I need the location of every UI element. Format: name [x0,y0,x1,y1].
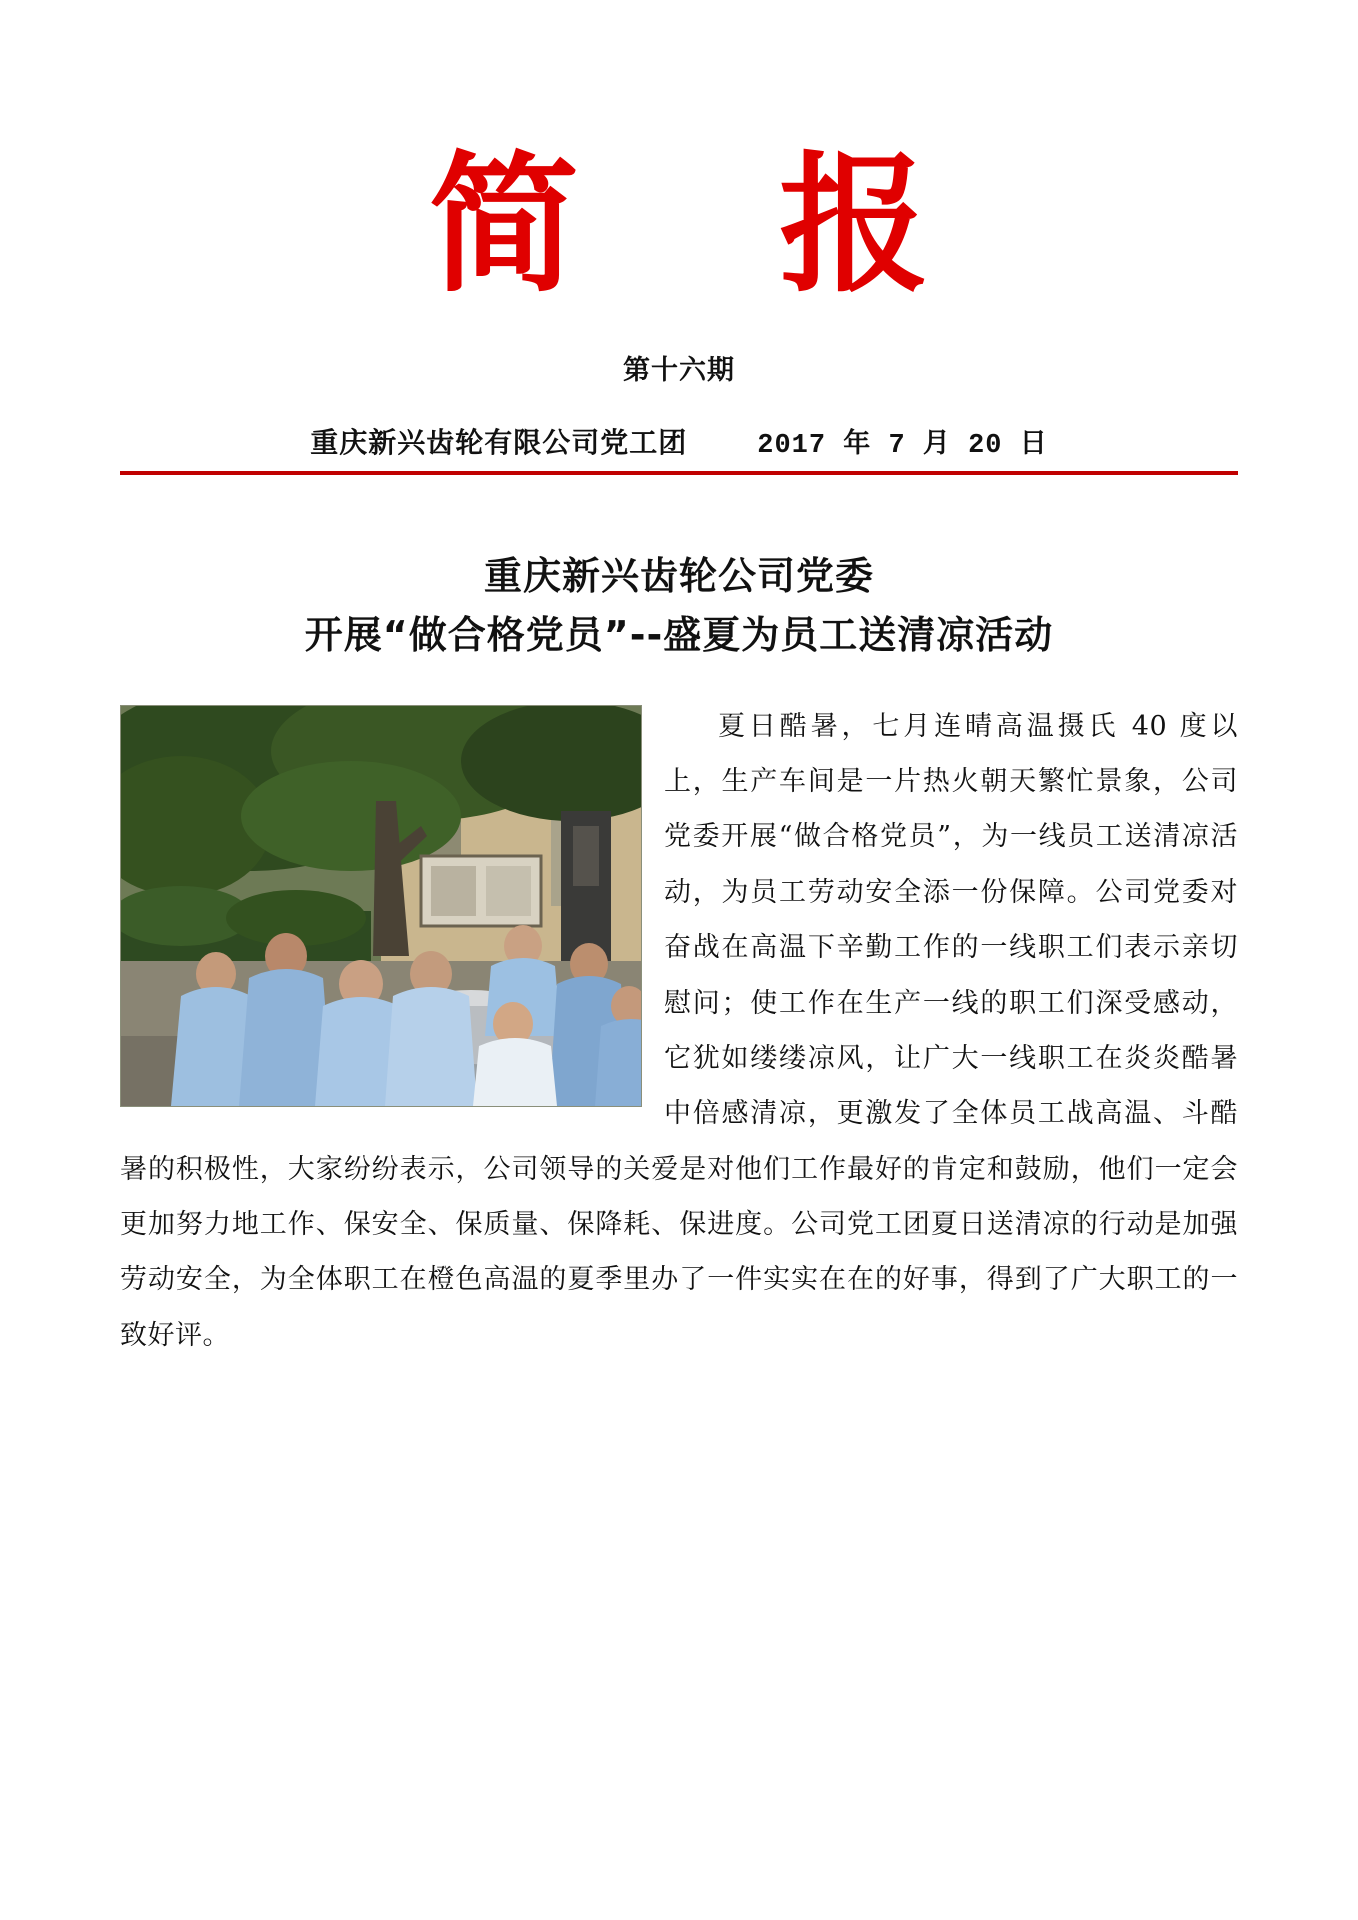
headline-line-1: 重庆新兴齿轮公司党委 [483,554,874,598]
masthead [120,0,1238,313]
organization-name: 重庆新兴齿轮有限公司党工团 [310,426,688,459]
masthead-title: 简 报 [428,137,1004,313]
headline-line-2: 开展“做合格党员”--盛夏为员工送清凉活动 [304,612,1054,657]
body-paragraph-1: 夏日酷暑，七月连晴高温摄氏 40 度以上，生产车间是一片热火朝天繁忙景象，公司党委开展“做合格党员”，为一线员工送清凉活动，为员工劳动安全添一份保障。公司党委对奋战在高温下辛勤工作的一线职工们表示亲切慰问；使工作在生产一线的职工们深受感动，它犹如缕缕凉风，让广大一线职工在炎炎酷暑中倍感清凉，更激发了全体员工战高温、斗酷暑的积极性，大家纷纷表示，公司领导的关爱是对他们工作最好的肯定和鼓励，他们一定会更加努力地工作、保安全、保质量、保降耗、保进度。公司党工团夏日送清凉的行动是加强劳动安全，为全体职工在橙色高温的夏季里办了一件实实在在的好事，得到了广大职工的一致好评。 [120,710,1238,1351]
publication-date: 2017 年 7 月 20 日 [757,431,1048,461]
article-photo [120,705,642,1107]
photo-illustration [121,706,641,1106]
issue-number: 第十六期 [623,355,735,386]
org-date-bar [120,421,1238,475]
headline [120,547,1238,665]
article-body [120,699,1238,1363]
